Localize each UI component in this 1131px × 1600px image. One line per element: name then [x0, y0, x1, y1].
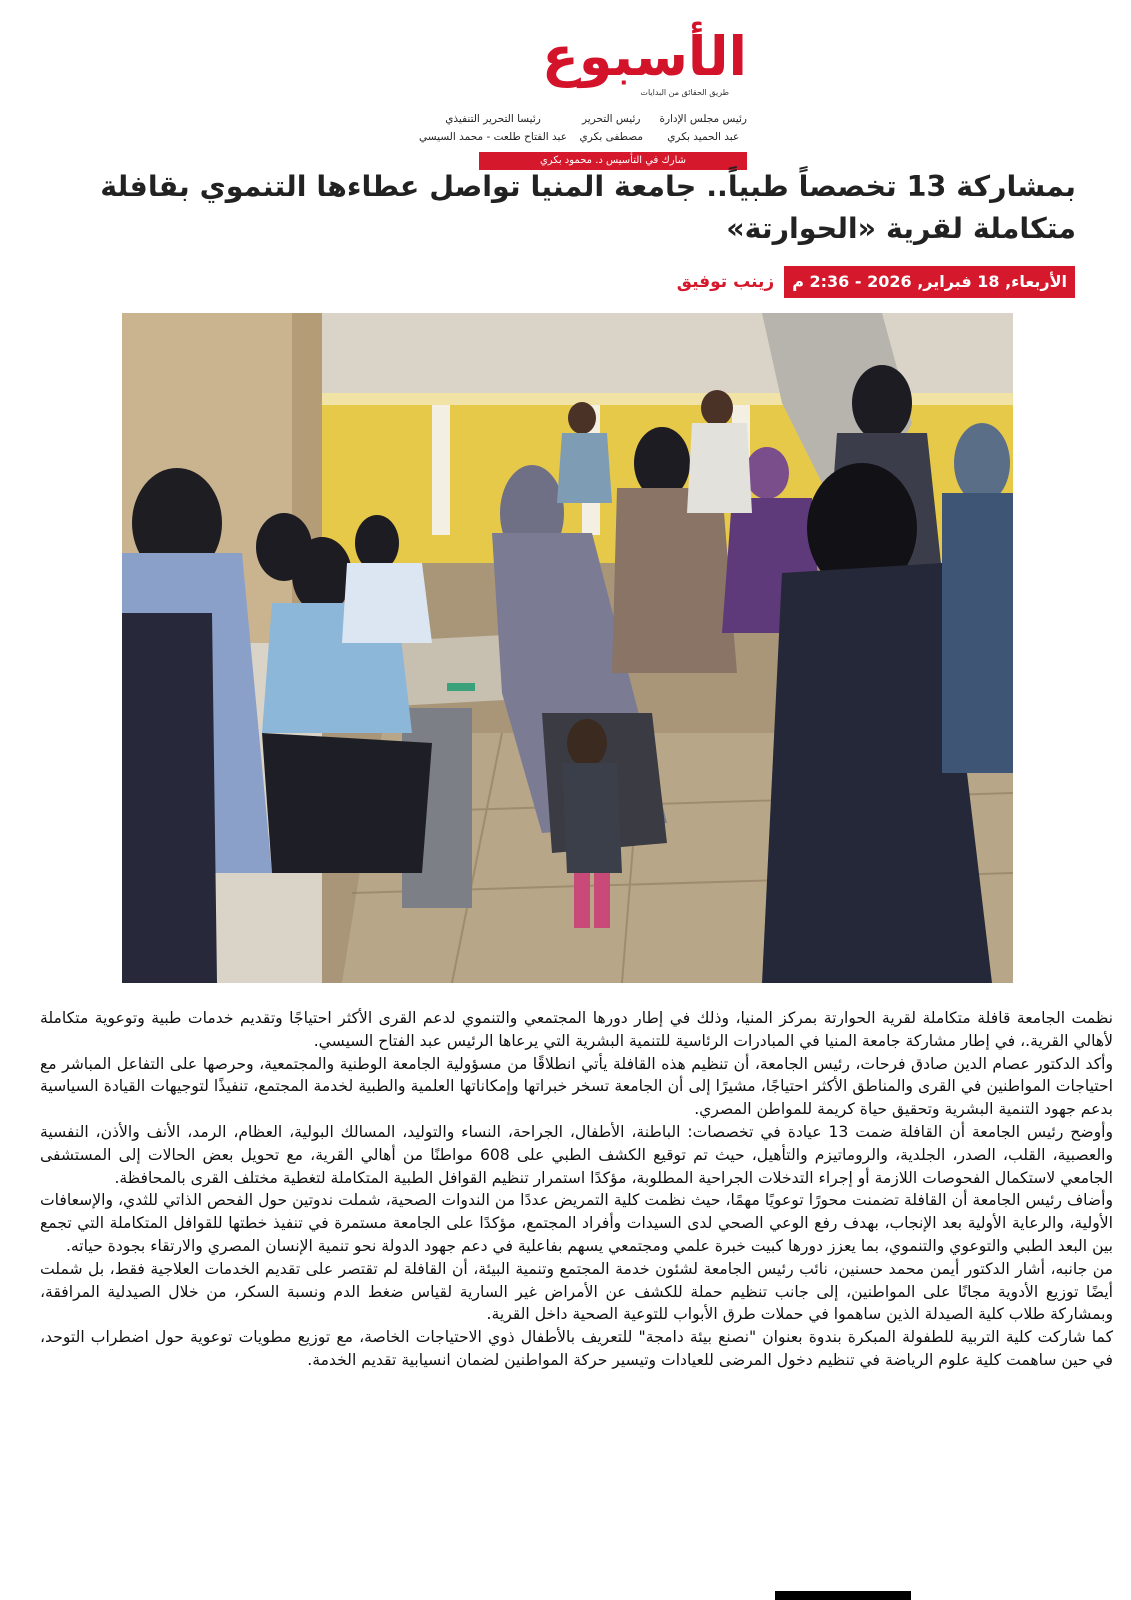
- article-paragraph: وأوضح رئيس الجامعة أن القافلة ضمت 13 عيادة في تخصصات: الباطنة، الأطفال، الجراحة، النساء والتوليد، المسالك البولية، العظام، الرمد، الأنف والأذن، النفسية والعصبية، القلب، الصدر، الجلدية، والروماتيزم والتأهيل، حيث تم توقيع الكشف الطبي على 608 مواطنًا من أهالي القرية، مع تحويل بعض الحالات إلى المستشفى الجامعي لاستكمال الفحوصات اللازمة أو إجراء التدخلات الجراحية المطلوبة، مؤكدًا استمرار تنظيم القوافل الطبية المتكاملة لتغطية مختلف القرى بالمحافظة.: [40, 1122, 1114, 1187]
- author-name[interactable]: زينب توفيق: [676, 272, 775, 292]
- article-meta: [677, 266, 1075, 298]
- article-paragraph: وأكد الدكتور عصام الدين صادق فرحات، رئيس الجامعة، أن تنظيم هذه القافلة يأتي انطلاقًا من مسؤولية الجامعة الوطنية والمجتمعية، وحرصها على التفاعل المباشر مع احتياجات المواطنين في القرى والمناطق الأكثر احتياجًا، مشيرًا إلى أن الجامعة تسخر خبراتها وإمكاناتها العلمية والطبية لخدمة المجتمع، تنفيذًا لتوجيهات القيادة السياسية بدعم جهود التنمية البشرية وتحقيق حياة كريمة للمواطن المصري.: [40, 1054, 1113, 1119]
- article-paragraph: كما شاركت كلية التربية للطفولة المبكرة بندوة بعنوان "نصنع بيئة دامجة" للتعريف بالأطفال ذوي الاحتياجات الخاصة، مع توزيع مطويات توعوية حول اضطراب التوحد، في حين ساهمت كلية علوم الرياضة في تنظيم دخول المرضى للعيادات وتيسير حركة المواطنين لضمان انسيابية تقديم الخدمة.: [40, 1328, 1113, 1369]
- staff-editor-in-chief: [580, 110, 643, 146]
- article-paragraph: من جانبه، أشار الدكتور أيمن محمد حسنين، نائب رئيس الجامعة لشئون خدمة المجتمع وتنمية البيئة، أن القافلة لم تقتصر على تقديم الخدمات العلاجية فقط، بل شملت أيضًا توزيع الأدوية مجانًا على المواطنين، إلى جانب تنظيم حملة للكشف عن الأمراض غير السارية لقياس ضغط الدم ونسبة السكر، من خلال الصيدلية المرافقة، وبمشاركة طلاب كلية الصيدلة الذين ساهموا في حملات طرق الأبواب للتوعية الصحية داخل القرية.: [40, 1259, 1113, 1324]
- site-tagline: طريق الحقائق من البدايات: [640, 88, 729, 97]
- founder-banner: شارك في التأسيس د. محمود بكري: [479, 152, 747, 170]
- staff-role: رئيسا التحرير التنفيذي: [445, 113, 541, 125]
- article-paragraph: وأضاف رئيس الجامعة أن القافلة تضمنت محورًا توعويًا مهمًا، حيث نظمت كلية التمريض عددًا من الندوات الصحية، شملت ندوتين حول الفحص الذاتي للثدي، والإسعافات الأولية، والرعاية الأولية بعد الإنجاب، بهدف رفع الوعي الصحي لدى السيدات وأفراد المجتمع، مؤكدًا على الجامعة مستمرة في تنفيذ خطتها للقوافل المتكاملة التي تجمع بين البعد الطبي والتوعوي والتنموي، بما يعزز دورها كبيت خبرة علمي ومجتمعي يسهم بفاعلية في دعم جهود الدولة نحو تنمية الإنسان المصري والارتقاء بجودة حياته.: [40, 1191, 1113, 1255]
- staff-role: رئيس مجلس الإدارة: [659, 113, 747, 125]
- article-headline: بمشاركة 13 تخصصاً طبياً.. جامعة المنيا تواصل عطاءها التنموي بقافلة متكاملة لقرية «الحوارتة»: [100, 170, 1076, 245]
- staff-name: عبد الفتاح طلعت - محمد السيسي: [419, 131, 567, 143]
- publish-date: الأربعاء, 18 فبراير, 2026 - 2:36 م: [784, 266, 1075, 298]
- article-body: [40, 1007, 1113, 1372]
- site-logo[interactable]: الأسبوع: [542, 25, 747, 88]
- masthead: [395, 25, 747, 166]
- staff-executive-editors: [419, 110, 567, 146]
- footer-bar: [775, 1591, 911, 1600]
- staff-name: مصطفى بكري: [579, 131, 643, 143]
- staff-name: عبد الحميد بكري: [667, 131, 740, 143]
- staff-role: رئيس التحرير: [582, 113, 641, 125]
- article-paragraph: نظمت الجامعة قافلة متكاملة لقرية الحوارتة بمركز المنيا، وذلك في إطار دورها المجتمعي والتنموي لدعم القرى الأكثر احتياجًا وتقديم خدمات طبية وتوعوية متكاملة لأهالي القرية.، في إطار مشاركة جامعة المنيا في المبادرات الرئاسية للتنمية البشرية التي يرعاها الرئيس عبد الفتاح السيسي.: [40, 1009, 1113, 1050]
- staff-chairman: [659, 110, 747, 146]
- article-photo: [122, 313, 1013, 983]
